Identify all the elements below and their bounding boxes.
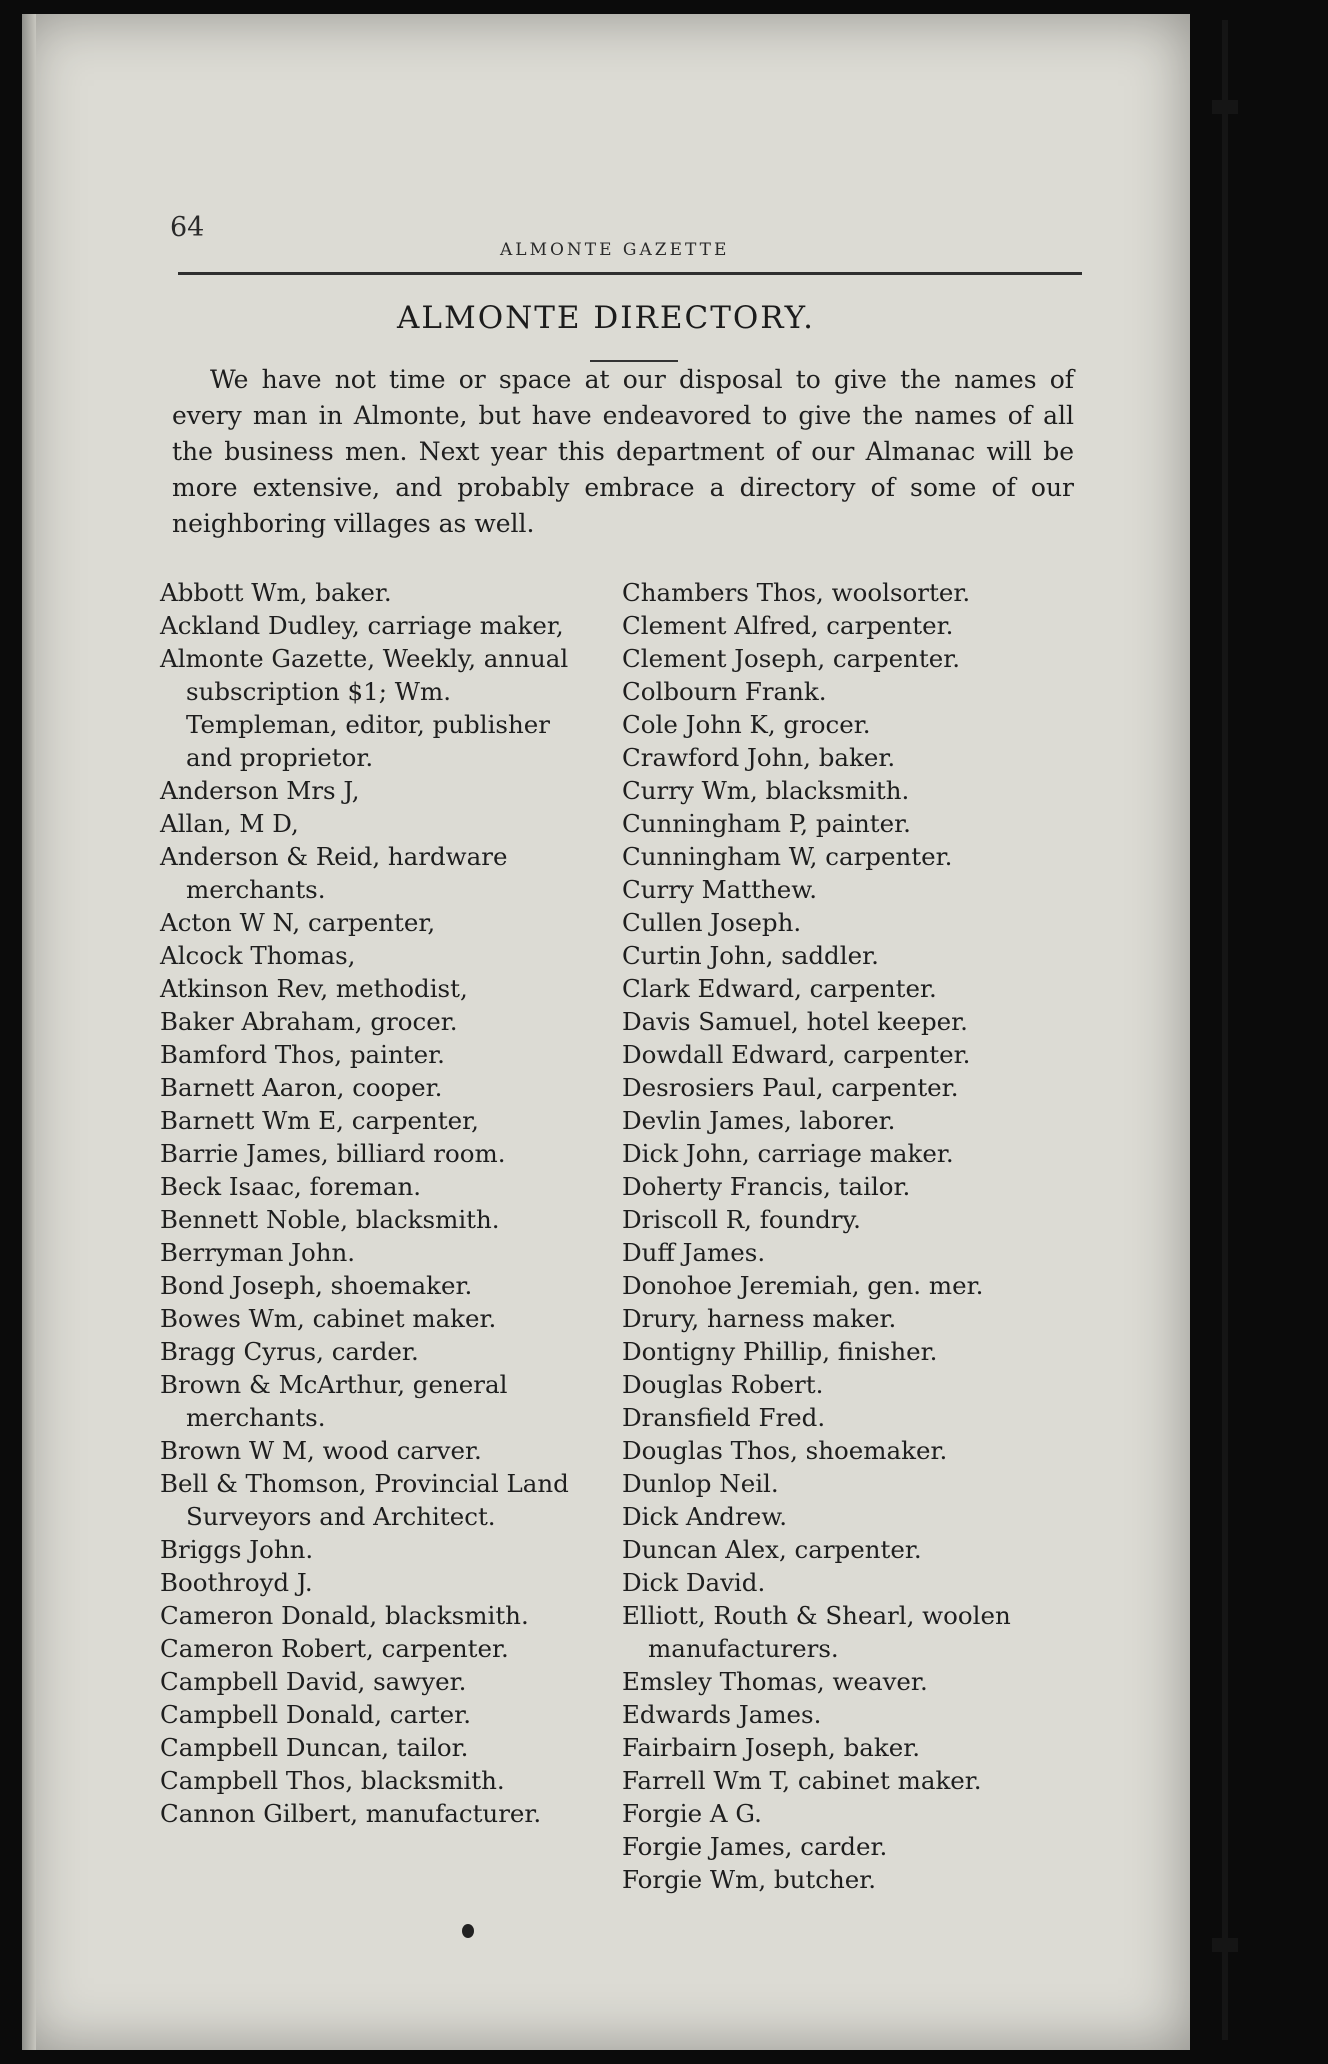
directory-entry: Clement Joseph, carpenter.	[622, 644, 961, 673]
directory-entry: Crawford John, baker.	[622, 743, 896, 772]
directory-entry: Curtin John, saddler.	[622, 941, 879, 970]
directory-entry: Dunlop Neil.	[622, 1469, 779, 1498]
directory-entry: Cannon Gilbert, manufacturer.	[160, 1799, 542, 1828]
left-column	[160, 576, 600, 1896]
directory-entry: Ackland Dudley, carriage maker,	[160, 611, 564, 640]
directory-entry: Anderson Mrs J,	[160, 776, 360, 805]
directory-entry: Drury, harness maker.	[622, 1304, 897, 1333]
header-rule	[178, 272, 1082, 275]
directory-entry: Bennett Noble, blacksmith.	[160, 1205, 500, 1234]
directory-entry: Barrie James, billiard room.	[160, 1139, 506, 1168]
directory-entry: Campbell Duncan, tailor.	[160, 1733, 469, 1762]
directory-entry: Bragg Cyrus, carder.	[160, 1337, 419, 1366]
directory-entry: Baker Abraham, grocer.	[160, 1007, 458, 1036]
directory-title: ALMONTE DIRECTORY.	[396, 300, 815, 336]
directory-entry: Clark Edward, carpenter.	[622, 974, 937, 1003]
directory-entry: Campbell Donald, carter.	[160, 1700, 471, 1729]
right-column	[622, 576, 1062, 1896]
directory-entry: Curry Matthew.	[622, 875, 818, 904]
directory-entry: Curry Wm, blacksmith.	[622, 776, 910, 805]
directory-entry: Almonte Gazette, Weekly, annual subscription $1; Wm. Templeman, editor, publisher and proprietor.	[160, 644, 569, 772]
directory-entry: Emsley Thomas, weaver.	[622, 1667, 928, 1696]
directory-entry: Bell & Thomson, Provincial Land Surveyors and Architect.	[160, 1469, 569, 1531]
running-head: ALMONTE GAZETTE	[500, 240, 730, 260]
directory-entry: Bond Joseph, shoemaker.	[160, 1271, 473, 1300]
directory-entry: Campbell Thos, blacksmith.	[160, 1766, 505, 1795]
directory-entry: Cole John K, grocer.	[622, 710, 871, 739]
directory-entry: Berryman John.	[160, 1238, 356, 1267]
directory-columns	[160, 576, 1072, 1896]
directory-entry: Douglas Robert.	[622, 1370, 824, 1399]
rule-notch-bottom	[1212, 1938, 1238, 1952]
directory-entry: Beck Isaac, foreman.	[160, 1172, 422, 1201]
directory-entry: Forgie A G.	[622, 1799, 762, 1828]
directory-entry: Edwards James.	[622, 1700, 822, 1729]
directory-entry: Douglas Thos, shoemaker.	[622, 1436, 948, 1465]
directory-entry: Cullen Joseph.	[622, 908, 802, 937]
binding-rule	[1222, 20, 1228, 2040]
directory-entry: Dontigny Phillip, finisher.	[622, 1337, 938, 1366]
intro-paragraph: We have not time or space at our disposal to give the names of every man in Almonte, but have endeavored to give the names of all the business men. Next year this department of our Almanac will be more extensive, and probably embrace a directory of some of our neighboring villages as well.	[172, 365, 1074, 538]
directory-entry: Abbott Wm, baker.	[160, 578, 392, 607]
directory-entry: Bowes Wm, cabinet maker.	[160, 1304, 497, 1333]
directory-entry: Desrosiers Paul, carpenter.	[622, 1073, 959, 1102]
directory-entry: Campbell David, sawyer.	[160, 1667, 467, 1696]
directory-entry: Dick David.	[622, 1568, 766, 1597]
directory-entry: Dick John, carriage maker.	[622, 1139, 954, 1168]
directory-entry: Barnett Wm E, carpenter,	[160, 1106, 479, 1135]
directory-entry: Boothroyd J.	[160, 1568, 313, 1597]
directory-entry: Allan, M D,	[160, 809, 299, 838]
directory-entry: Fairbairn Joseph, baker.	[622, 1733, 921, 1762]
directory-entry: Forgie Wm, butcher.	[622, 1865, 877, 1894]
directory-entry: Colbourn Frank.	[622, 677, 827, 706]
directory-entry: Duncan Alex, carpenter.	[622, 1535, 922, 1564]
directory-entry: Atkinson Rev, methodist,	[160, 974, 468, 1003]
directory-entry: Dowdall Edward, carpenter.	[622, 1040, 971, 1069]
directory-entry: Doherty Francis, tailor.	[622, 1172, 911, 1201]
page-number: 64	[170, 212, 205, 243]
directory-entry: Barnett Aaron, cooper.	[160, 1073, 443, 1102]
directory-entry: Duff James.	[622, 1238, 766, 1267]
directory-entry: Briggs John.	[160, 1535, 314, 1564]
directory-entry: Devlin James, laborer.	[622, 1106, 896, 1135]
ink-spot	[462, 1924, 474, 1938]
directory-entry: Dransfield Fred.	[622, 1403, 826, 1432]
directory-entry: Clement Alfred, carpenter.	[622, 611, 954, 640]
directory-entry: Elliott, Routh & Shearl, woolen manufacturers.	[622, 1601, 1011, 1663]
rule-notch-top	[1212, 100, 1238, 114]
directory-entry: Donohoe Jeremiah, gen. mer.	[622, 1271, 984, 1300]
directory-entry: Cunningham W, carpenter.	[622, 842, 953, 871]
directory-entry: Bamford Thos, painter.	[160, 1040, 445, 1069]
directory-entry: Farrell Wm T, cabinet maker.	[622, 1766, 982, 1795]
directory-entry: Acton W N, carpenter,	[160, 908, 436, 937]
directory-entry: Forgie James, carder.	[622, 1832, 888, 1861]
directory-entry: Brown W M, wood carver.	[160, 1436, 482, 1465]
directory-entry: Chambers Thos, woolsorter.	[622, 578, 971, 607]
directory-entry: Anderson & Reid, hardware merchants.	[160, 842, 508, 904]
directory-entry: Cameron Robert, carpenter.	[160, 1634, 509, 1663]
directory-entry: Davis Samuel, hotel keeper.	[622, 1007, 968, 1036]
directory-entry: Cunningham P, painter.	[622, 809, 911, 838]
directory-entry: Dick Andrew.	[622, 1502, 788, 1531]
directory-entry: Alcock Thomas,	[160, 941, 356, 970]
directory-entry: Brown & McArthur, general merchants.	[160, 1370, 508, 1432]
directory-entry: Driscoll R, foundry.	[622, 1205, 861, 1234]
directory-entry: Cameron Donald, blacksmith.	[160, 1601, 529, 1630]
